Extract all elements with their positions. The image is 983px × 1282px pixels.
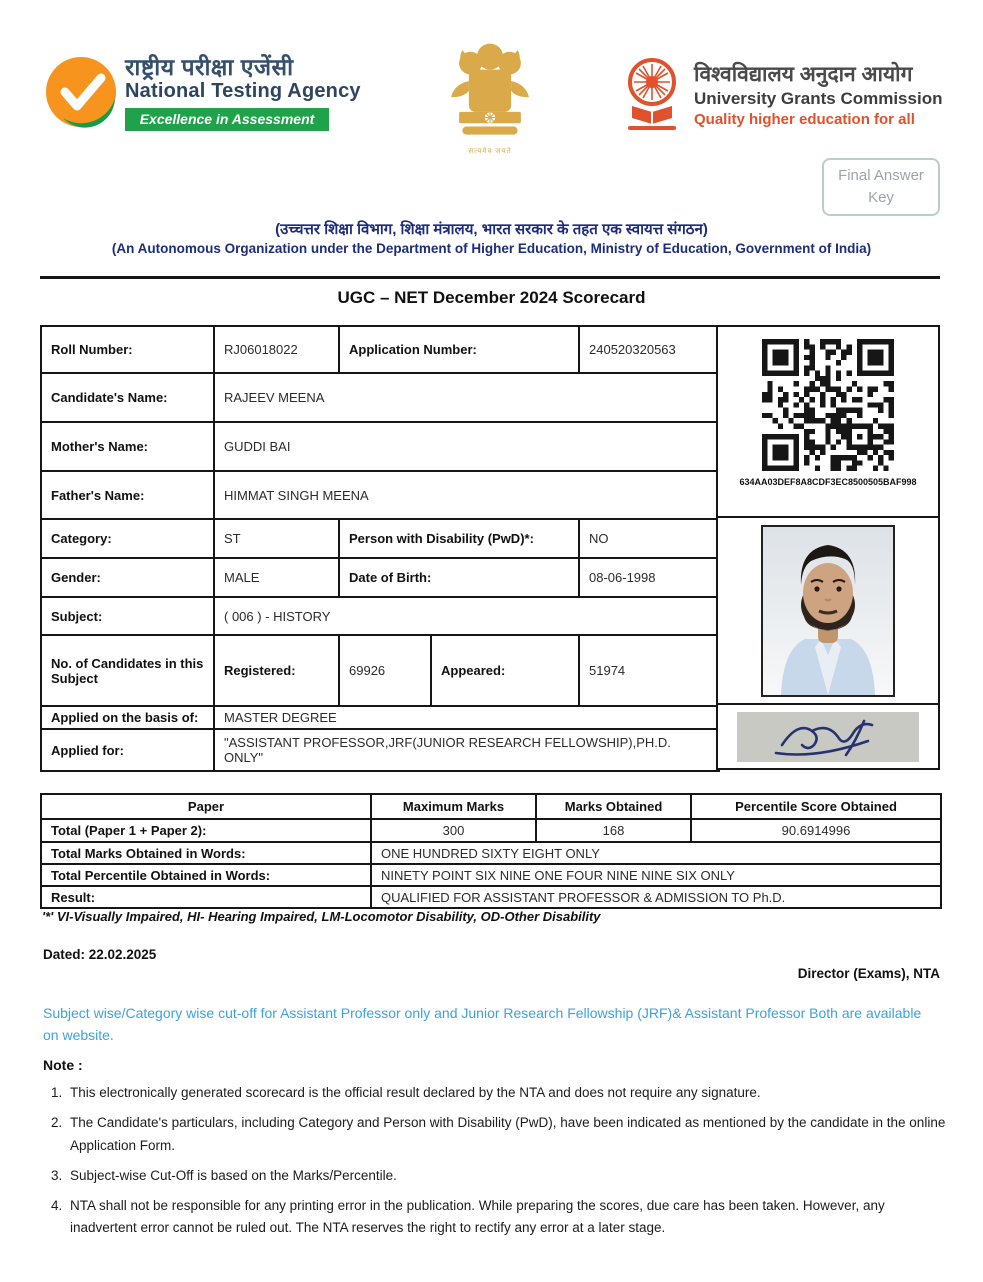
- notes-list: [46, 1082, 946, 1248]
- nta-logo-icon: [45, 56, 117, 128]
- total-paper-label: Total (Paper 1 + Paper 2):: [41, 819, 371, 842]
- qr-code-text: 634AA03DEF8A8CDF3EC8500505BAF998: [739, 477, 917, 487]
- percentile-value: 90.6914996: [691, 819, 941, 842]
- ugc-logo-icon: [620, 56, 684, 134]
- disability-footnote: '*' VI-Visually Impaired, HI- Hearing Impaired, LM-Locomotor Disability, OD-Other Disability: [42, 909, 601, 924]
- note-item: 1. This electronically generated scorecard is the official result declared by the NTA and does not require any signature.: [66, 1082, 946, 1104]
- header-divider: [40, 276, 940, 279]
- cutoff-notice-link[interactable]: Subject wise/Category wise cut-off for Assistant Professor only and Junior Research Fellowship (JRF)& Assistant Professor Both are available on website.: [43, 1005, 922, 1043]
- subject-label: Subject:: [41, 597, 214, 635]
- mother-name-label: Mother's Name:: [41, 422, 214, 471]
- emblem-caption: सत्यमेव जयते: [468, 148, 512, 155]
- note-item: 4. NTA shall not be responsible for any printing error in the publication. While preparing the scores, due care has been taken. However, any inadvertent error cannot be ruled out. The NTA reserves the right to rectify any error at a later stage.: [66, 1195, 946, 1240]
- result-value: QUALIFIED FOR ASSISTANT PROFESSOR & ADMISSION TO Ph.D.: [371, 886, 941, 908]
- org-line-english: (An Autonomous Organization under the Department of Higher Education, Ministry of Education, Government of India): [111, 241, 872, 256]
- ashoka-emblem-icon: [441, 42, 539, 146]
- father-name-value: HIMMAT SINGH MEENA: [214, 471, 719, 519]
- roll-number-label: Roll Number:: [41, 326, 214, 373]
- candidate-name-label: Candidate's Name:: [41, 373, 214, 422]
- percentile-words-label: Total Percentile Obtained in Words:: [41, 864, 371, 886]
- marks-header-max: Maximum Marks: [371, 794, 536, 819]
- note-heading: Note :: [43, 1057, 83, 1073]
- application-number-value: 240520320563: [579, 326, 719, 373]
- ugc-name-hindi: विश्वविद्यालय अनुदान आयोग: [694, 63, 913, 86]
- max-marks-value: 300: [371, 819, 536, 842]
- qr-photo-signature-column: [716, 325, 940, 770]
- nta-name-hindi: राष्ट्रीय परीक्षा एजेंसी: [125, 54, 294, 80]
- nta-name-english: National Testing Agency: [125, 80, 361, 102]
- director-signatory: Director (Exams), NTA: [797, 966, 940, 981]
- category-label: Category:: [41, 519, 214, 558]
- appeared-value: 51974: [579, 635, 719, 706]
- org-line-hindi: (उच्चत्तर शिक्षा विभाग, शिक्षा मंत्रालय, भारत सरकार के तहत एक स्वायत्त संगठन): [275, 221, 708, 238]
- note-item: 2. The Candidate's particulars, including Category and Person with Disability (PwD), have been indicated as mentioned by the candidate in the online Application Form.: [66, 1112, 946, 1157]
- percentile-words-value: NINETY POINT SIX NINE ONE FOUR NINE NINE SIX ONLY: [371, 864, 941, 886]
- applied-basis-label: Applied on the basis of:: [41, 706, 214, 729]
- application-number-label: Application Number:: [339, 326, 579, 373]
- dob-value: 08-06-1998: [579, 558, 719, 597]
- photo-cell: [716, 516, 940, 705]
- page-title: UGC – NET December 2024 Scorecard: [337, 288, 646, 307]
- candidate-table: [40, 325, 720, 772]
- pwd-value: NO: [579, 519, 719, 558]
- registered-label: Registered:: [214, 635, 339, 706]
- ugc-tagline: Quality higher education for all: [694, 111, 915, 128]
- note-item: 3. Subject-wise Cut-Off is based on the Marks/Percentile.: [66, 1165, 946, 1187]
- qr-code: [762, 339, 894, 471]
- candidate-photo: [761, 525, 895, 697]
- category-value: ST: [214, 519, 339, 558]
- marks-obtained-value: 168: [536, 819, 691, 842]
- candidate-name-value: RAJEEV MEENA: [214, 373, 719, 422]
- marks-words-label: Total Marks Obtained in Words:: [41, 842, 371, 864]
- father-name-label: Father's Name:: [41, 471, 214, 519]
- marks-table: [40, 793, 942, 909]
- marks-header-percentile: Percentile Score Obtained: [691, 794, 941, 819]
- qr-cell: [716, 325, 940, 518]
- registered-value: 69926: [339, 635, 431, 706]
- pwd-label: Person with Disability (PwD)*:: [339, 519, 579, 558]
- ugc-logo-block: [620, 56, 942, 134]
- applied-basis-value: MASTER DEGREE: [214, 706, 719, 729]
- mother-name-value: GUDDI BAI: [214, 422, 719, 471]
- candidate-signature: [737, 712, 919, 762]
- nta-tagline: Excellence in Assessment: [125, 108, 329, 131]
- nta-logo-block: [45, 50, 361, 131]
- final-answer-key-badge: Final Answer Key: [822, 158, 940, 216]
- marks-words-value: ONE HUNDRED SIXTY EIGHT ONLY: [371, 842, 941, 864]
- ugc-name-english: University Grants Commission: [694, 89, 943, 108]
- applied-for-value: "ASSISTANT PROFESSOR,JRF(JUNIOR RESEARCH FELLOWSHIP),PH.D. ONLY": [214, 729, 719, 771]
- dob-label: Date of Birth:: [339, 558, 579, 597]
- marks-header-obtained: Marks Obtained: [536, 794, 691, 819]
- gender-label: Gender:: [41, 558, 214, 597]
- roll-number-value: RJ06018022: [214, 326, 339, 373]
- applied-for-label: Applied for:: [41, 729, 214, 771]
- appeared-label: Appeared:: [431, 635, 579, 706]
- candidates-count-label: No. of Candidates in this Subject: [41, 635, 214, 706]
- marks-header-paper: Paper: [41, 794, 371, 819]
- india-emblem: [420, 42, 560, 156]
- gender-value: MALE: [214, 558, 339, 597]
- subject-value: ( 006 ) - HISTORY: [214, 597, 719, 635]
- dated-text: Dated: 22.02.2025: [43, 947, 157, 962]
- result-label: Result:: [41, 886, 371, 908]
- signature-cell: [716, 703, 940, 770]
